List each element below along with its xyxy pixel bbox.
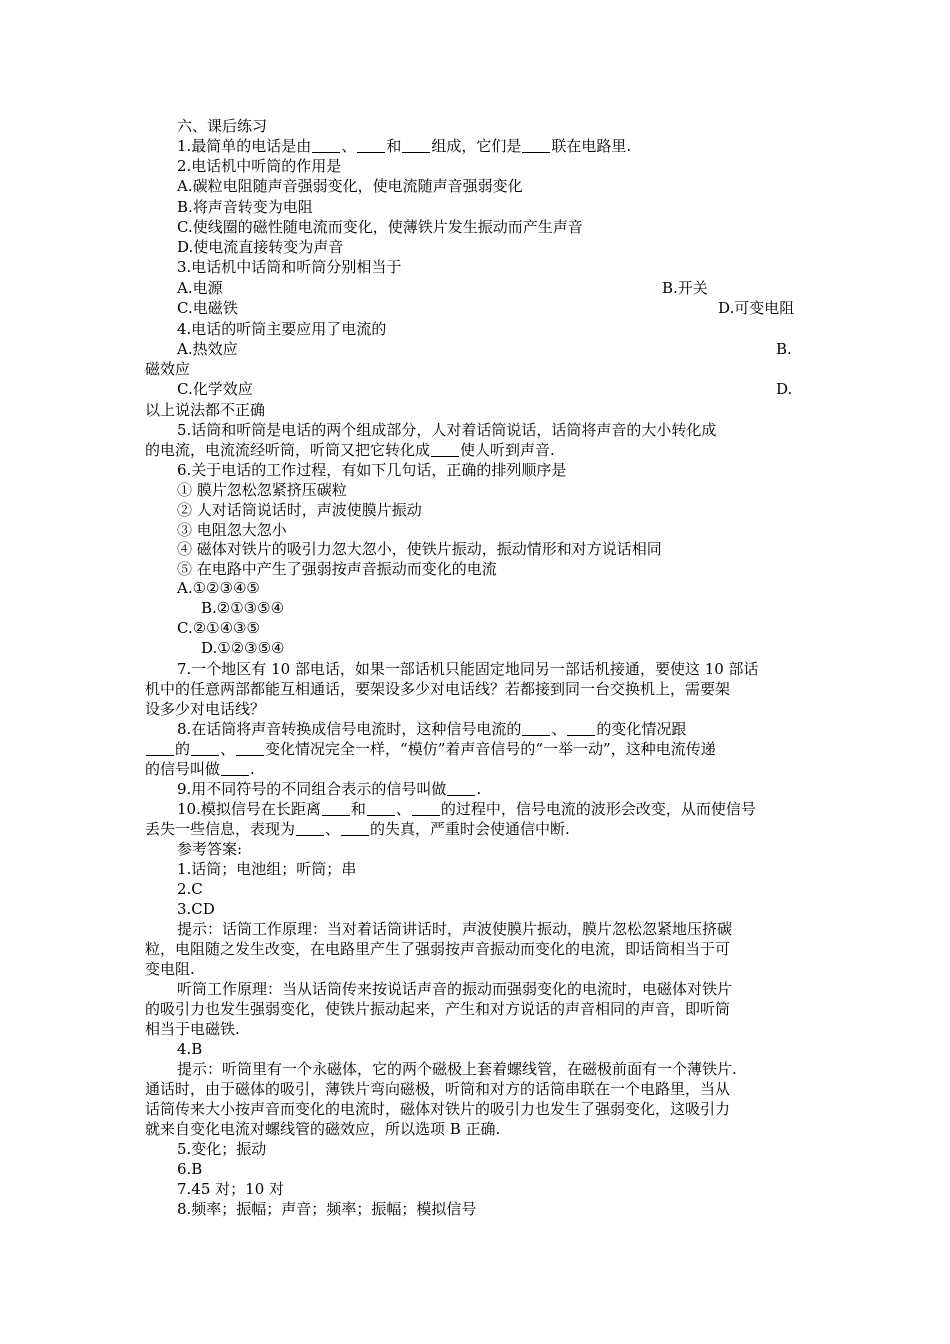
question-3-option-a: A.电源: [177, 279, 223, 297]
answer-3-hint-line: 粒，电阻随之发生改变，在电路里产生了强弱按声音振动而变化的电流，即话筒相当于可: [145, 940, 731, 958]
question-3-stem: 3.电话机中话筒和听筒分别相当于: [177, 258, 402, 276]
question-10-line-1: 10.模拟信号在长距离 和 、 的过程中，信号电流的波形会改变，从而使信号: [177, 800, 756, 818]
section-title: 六、课后练习: [177, 117, 268, 135]
answer-blank: [221, 761, 249, 776]
answer-1: 1.话筒；电池组；听筒；串: [177, 860, 357, 878]
answer-blank: [367, 801, 395, 816]
question-6-option-d: D.①②③⑤④: [201, 639, 285, 657]
answer-2: 2.C: [177, 880, 203, 898]
question-6-option-c: C.②①④③⑤: [177, 619, 260, 637]
answer-7: 7.45 对；10 对: [177, 1180, 285, 1198]
answer-blank: [522, 721, 550, 736]
question-5-line-1: 5.话筒和听筒是电话的两个组成部分，人对着话筒说话，话筒将声音的大小转化成: [177, 421, 717, 439]
answer-3-hint-line: 的吸引力也发生强弱变化，使铁片振动起来，产生和对方说话的声音相同的声音，即听筒: [145, 1000, 731, 1018]
question-4-option-b: B.: [776, 340, 792, 358]
answer-blank: [447, 781, 475, 796]
question-2-stem: 2.电话机中听筒的作用是: [177, 157, 342, 175]
answer-blank: [522, 138, 550, 153]
answer-blank: [191, 741, 219, 756]
answer-3-hint-line: 变电阻.: [145, 960, 195, 978]
question-8-line-2: 的 、 变化情况完全一样，“模仿”着声音信号的“一举一动”，这种电流传递: [145, 739, 716, 759]
answer-8: 8.频率；振幅；声音；频率；振幅；模拟信号: [177, 1200, 477, 1218]
answer-blank: [146, 741, 174, 756]
question-2-option-b: B.将声音转变为电阻: [177, 198, 313, 216]
question-1: 1.最简单的电话是由 、 和 组成，它们是 联在电路里.: [177, 137, 632, 155]
question-3-option-c: C.电磁铁: [177, 299, 238, 317]
question-4-option-c: C.化学效应: [177, 380, 253, 398]
answer-blank: [357, 138, 385, 153]
answer-blank: [322, 801, 350, 816]
question-6-statement: ③ 电阻忽大忽小: [177, 521, 287, 539]
question-6-statement: ② 人对话筒说话时，声波使膜片振动: [177, 501, 422, 519]
answer-blank: [312, 138, 340, 153]
question-6-statement: ④ 磁体对铁片的吸引力忽大忽小，使铁片振动，振动情形和对方说话相同: [177, 540, 662, 558]
question-8-line-3: 的信号叫做 .: [145, 760, 255, 778]
question-6-statement: ⑤ 在电路中产生了强弱按声音振动而变化的电流: [177, 560, 497, 578]
question-2-option-a: A.碳粒电阻随声音强弱变化，使电流随声音强弱变化: [177, 177, 523, 195]
answer-4: 4.B: [177, 1040, 203, 1058]
answer-3-hint-line: 提示：话筒工作原理：当对着话筒讲话时，声波使膜片振动，膜片忽松忽紧地压挤碳: [177, 920, 733, 938]
question-6-option-b: B.②①③⑤④: [201, 599, 285, 617]
answer-blank: [567, 721, 595, 736]
question-6-stem: 6.关于电话的工作过程，有如下几句话，正确的排列顺序是: [177, 461, 567, 479]
answer-3-hint-line: 听筒工作原理：当从话筒传来按说话声音的振动而强弱变化的电流时，电磁体对铁片: [177, 980, 733, 998]
question-4-stem: 4.电话的听筒主要应用了电流的: [177, 320, 387, 338]
answer-blank: [341, 821, 369, 836]
question-10-line-2: 丢失一些信息，表现为 、 的失真，严重时会使通信中断.: [145, 820, 570, 838]
question-5-line-2: 的电流，电流流经听筒，听筒又把它转化成 使人听到声音.: [145, 441, 555, 459]
answer-blank: [431, 442, 459, 457]
answer-4-hint-line: 通话时，由于磁体的吸引，薄铁片弯向磁极，听筒和对方的话筒串联在一个电路里，当从: [145, 1080, 731, 1098]
answer-4-hint-line: 话筒传来大小按声音而变化的电流时，磁体对铁片的吸引力也发生了强弱变化，这吸引力: [145, 1100, 731, 1118]
answer-6: 6.B: [177, 1160, 203, 1178]
question-7-line-2: 机中的任意两部都能互相通话，要架设多少对电话线？若都接到同一台交换机上，需要架: [145, 680, 731, 698]
answer-blank: [412, 801, 440, 816]
question-7-line-1: 7.一个地区有 10 部电话，如果一部话机只能固定地同另一部话机接通，要使这 10 部话: [177, 660, 759, 678]
answer-4-hint-line: 就来自变化电流对螺线管的磁效应，所以选项 B 正确.: [145, 1120, 501, 1138]
question-6-statement: ① 膜片忽松忽紧挤压碳粒: [177, 481, 347, 499]
question-4-option-d: D.: [776, 380, 793, 398]
question-2-option-d: D.使电流直接转变为声音: [177, 238, 344, 256]
question-8-line-1: 8.在话筒将声音转换成信号电流时，这种信号电流的 、 的变化情况跟: [177, 720, 687, 738]
question-3-option-b: B.开关: [662, 279, 708, 297]
answer-3: 3.CD: [177, 900, 215, 918]
question-7-line-3: 设多少对电话线？: [145, 700, 266, 718]
question-9: 9.用不同符号的不同组合表示的信号叫做 .: [177, 780, 482, 798]
answer-5: 5.变化；振动: [177, 1140, 267, 1158]
question-3-option-d: D.可变电阻: [718, 299, 795, 317]
question-4-option-d-text: 以上说法都不正确: [145, 401, 266, 419]
answers-title: 参考答案:: [177, 840, 243, 858]
question-6-option-a: A.①②③④⑤: [177, 579, 260, 597]
answer-3-hint-line: 相当于电磁铁.: [145, 1020, 240, 1038]
question-4-option-a: A.热效应: [177, 340, 238, 358]
answer-4-hint-line: 提示：听筒里有一个永磁体，它的两个磁极上套着螺线管，在磁极前面有一个薄铁片.: [177, 1060, 737, 1078]
answer-blank: [236, 741, 264, 756]
question-2-option-c: C.使线圈的磁性随电流而变化，使薄铁片发生振动而产生声音: [177, 218, 583, 236]
answer-blank: [296, 821, 324, 836]
answer-blank: [402, 138, 430, 153]
question-4-option-b-text: 磁效应: [145, 360, 191, 378]
